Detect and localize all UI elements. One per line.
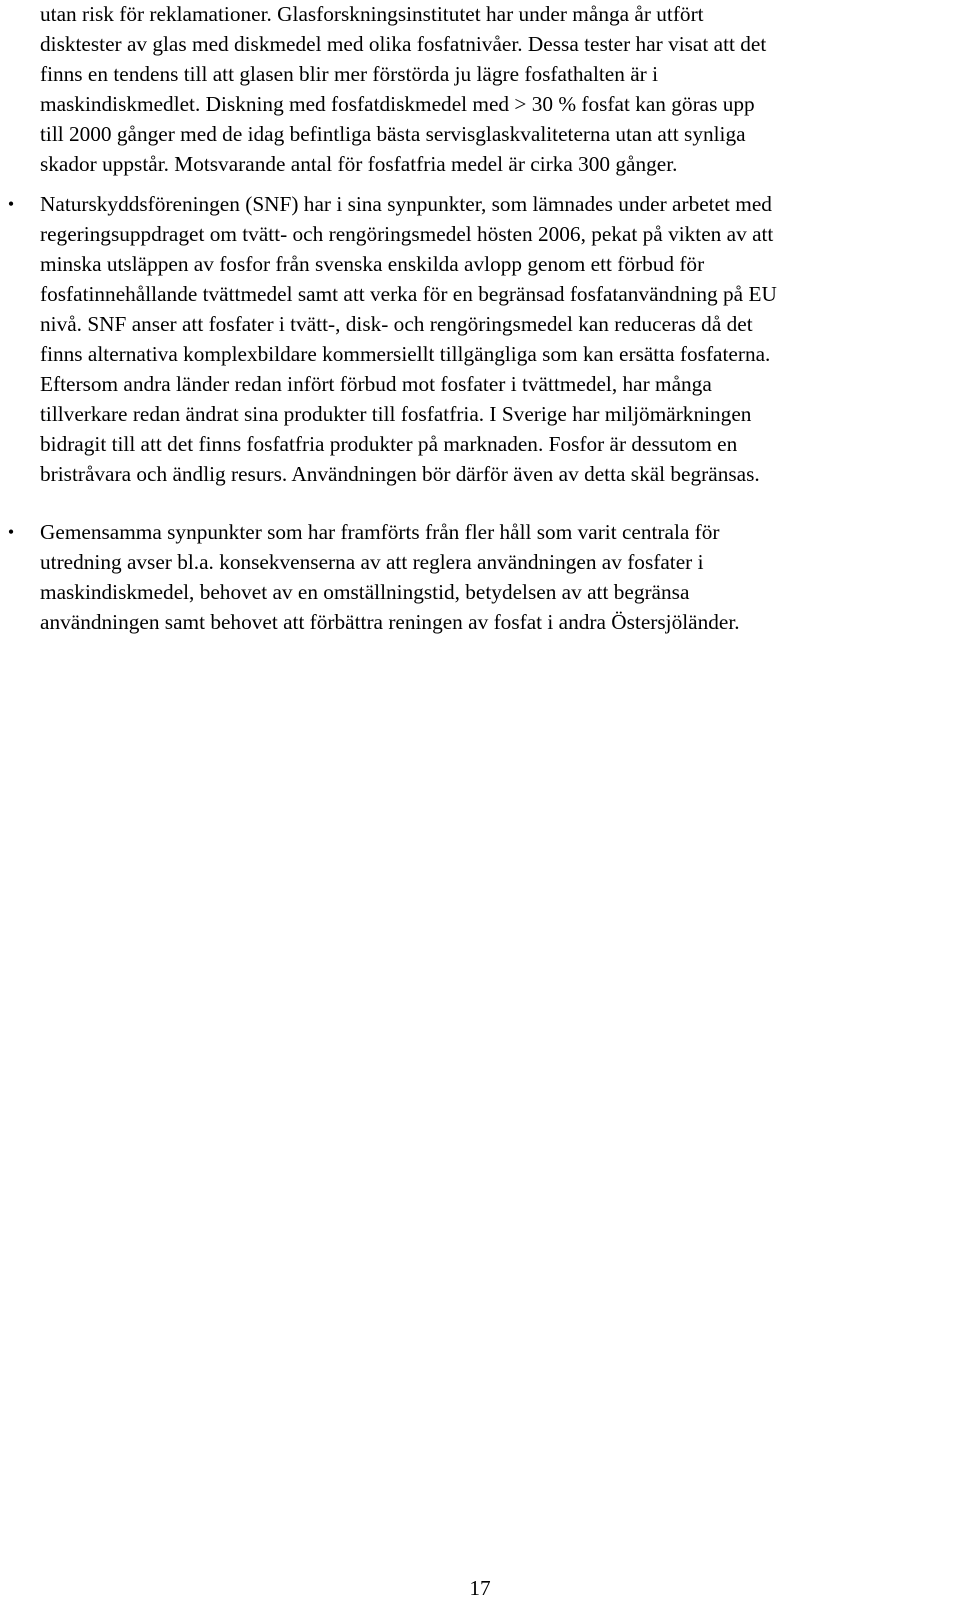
paragraph-line: disktester av glas med diskmedel med olika fosfatnivåer. Dessa tester har visat att det	[40, 32, 767, 56]
bullet-marker: •	[7, 522, 15, 542]
continuation-paragraph	[40, 0, 945, 179]
paragraph-line: maskindiskmedlet. Diskning med fosfatdiskmedel med > 30 % fosfat kan göras upp	[40, 92, 755, 116]
bullet-item-gemensamma	[7, 517, 945, 637]
paragraph-line: till 2000 gånger med de idag befintliga bästa servisglaskvaliteterna utan att synliga	[40, 122, 746, 146]
bullet-line: utredning avser bl.a. konsekvenserna av att reglera användningen av fosfater i	[40, 550, 704, 574]
page-number: 17	[469, 1576, 491, 1600]
bullet-line: bidragit till att det finns fosfatfria produkter på marknaden. Fosfor är dessutom en	[40, 432, 738, 456]
paragraph-line: finns en tendens till att glasen blir mer förstörda ju lägre fosfathalten är i	[40, 62, 659, 86]
bullet-item-snf	[7, 189, 945, 489]
bullet-line: regeringsuppdraget om tvätt- och rengöringsmedel hösten 2006, pekat på vikten av att	[40, 222, 774, 246]
bullet-line: nivå. SNF anser att fosfater i tvätt-, disk- och rengöringsmedel kan reduceras då det	[40, 312, 753, 336]
bullet-line: fosfatinnehållande tvättmedel samt att verka för en begränsad fosfatanvändning på EU	[40, 282, 777, 306]
bullet-line: tillverkare redan ändrat sina produkter till fosfatfria. I Sverige har miljömärkningen	[40, 402, 752, 426]
bullet-line: bristråvara och ändlig resurs. Användningen bör därför även av detta skäl begränsas.	[40, 462, 760, 486]
bullet-line: maskindiskmedel, behovet av en omställningstid, betydelsen av att begränsa	[40, 580, 690, 604]
bullet-line: minska utsläppen av fosfor från svenska enskilda avlopp genom ett förbud för	[40, 252, 705, 276]
bullet-line: Naturskyddsföreningen (SNF) har i sina synpunkter, som lämnades under arbetet med	[40, 192, 772, 216]
bullet-line: användningen samt behovet att förbättra reningen av fosfat i andra Östersjöländer.	[40, 610, 740, 634]
bullet-line: Gemensamma synpunkter som har framförts från fler håll som varit centrala för	[40, 520, 720, 544]
paragraph-line: skador uppstår. Motsvarande antal för fosfatfria medel är cirka 300 gånger.	[40, 152, 678, 176]
bullet-line: Eftersom andra länder redan infört förbud mot fosfater i tvättmedel, har många	[40, 372, 712, 396]
bullet-marker: •	[7, 194, 15, 214]
bullet-line: finns alternativa komplexbildare kommersiellt tillgängliga som kan ersätta fosfaterna.	[40, 342, 771, 366]
paragraph-line: utan risk för reklamationer. Glasforskningsinstitutet har under många år utfört	[40, 2, 704, 26]
